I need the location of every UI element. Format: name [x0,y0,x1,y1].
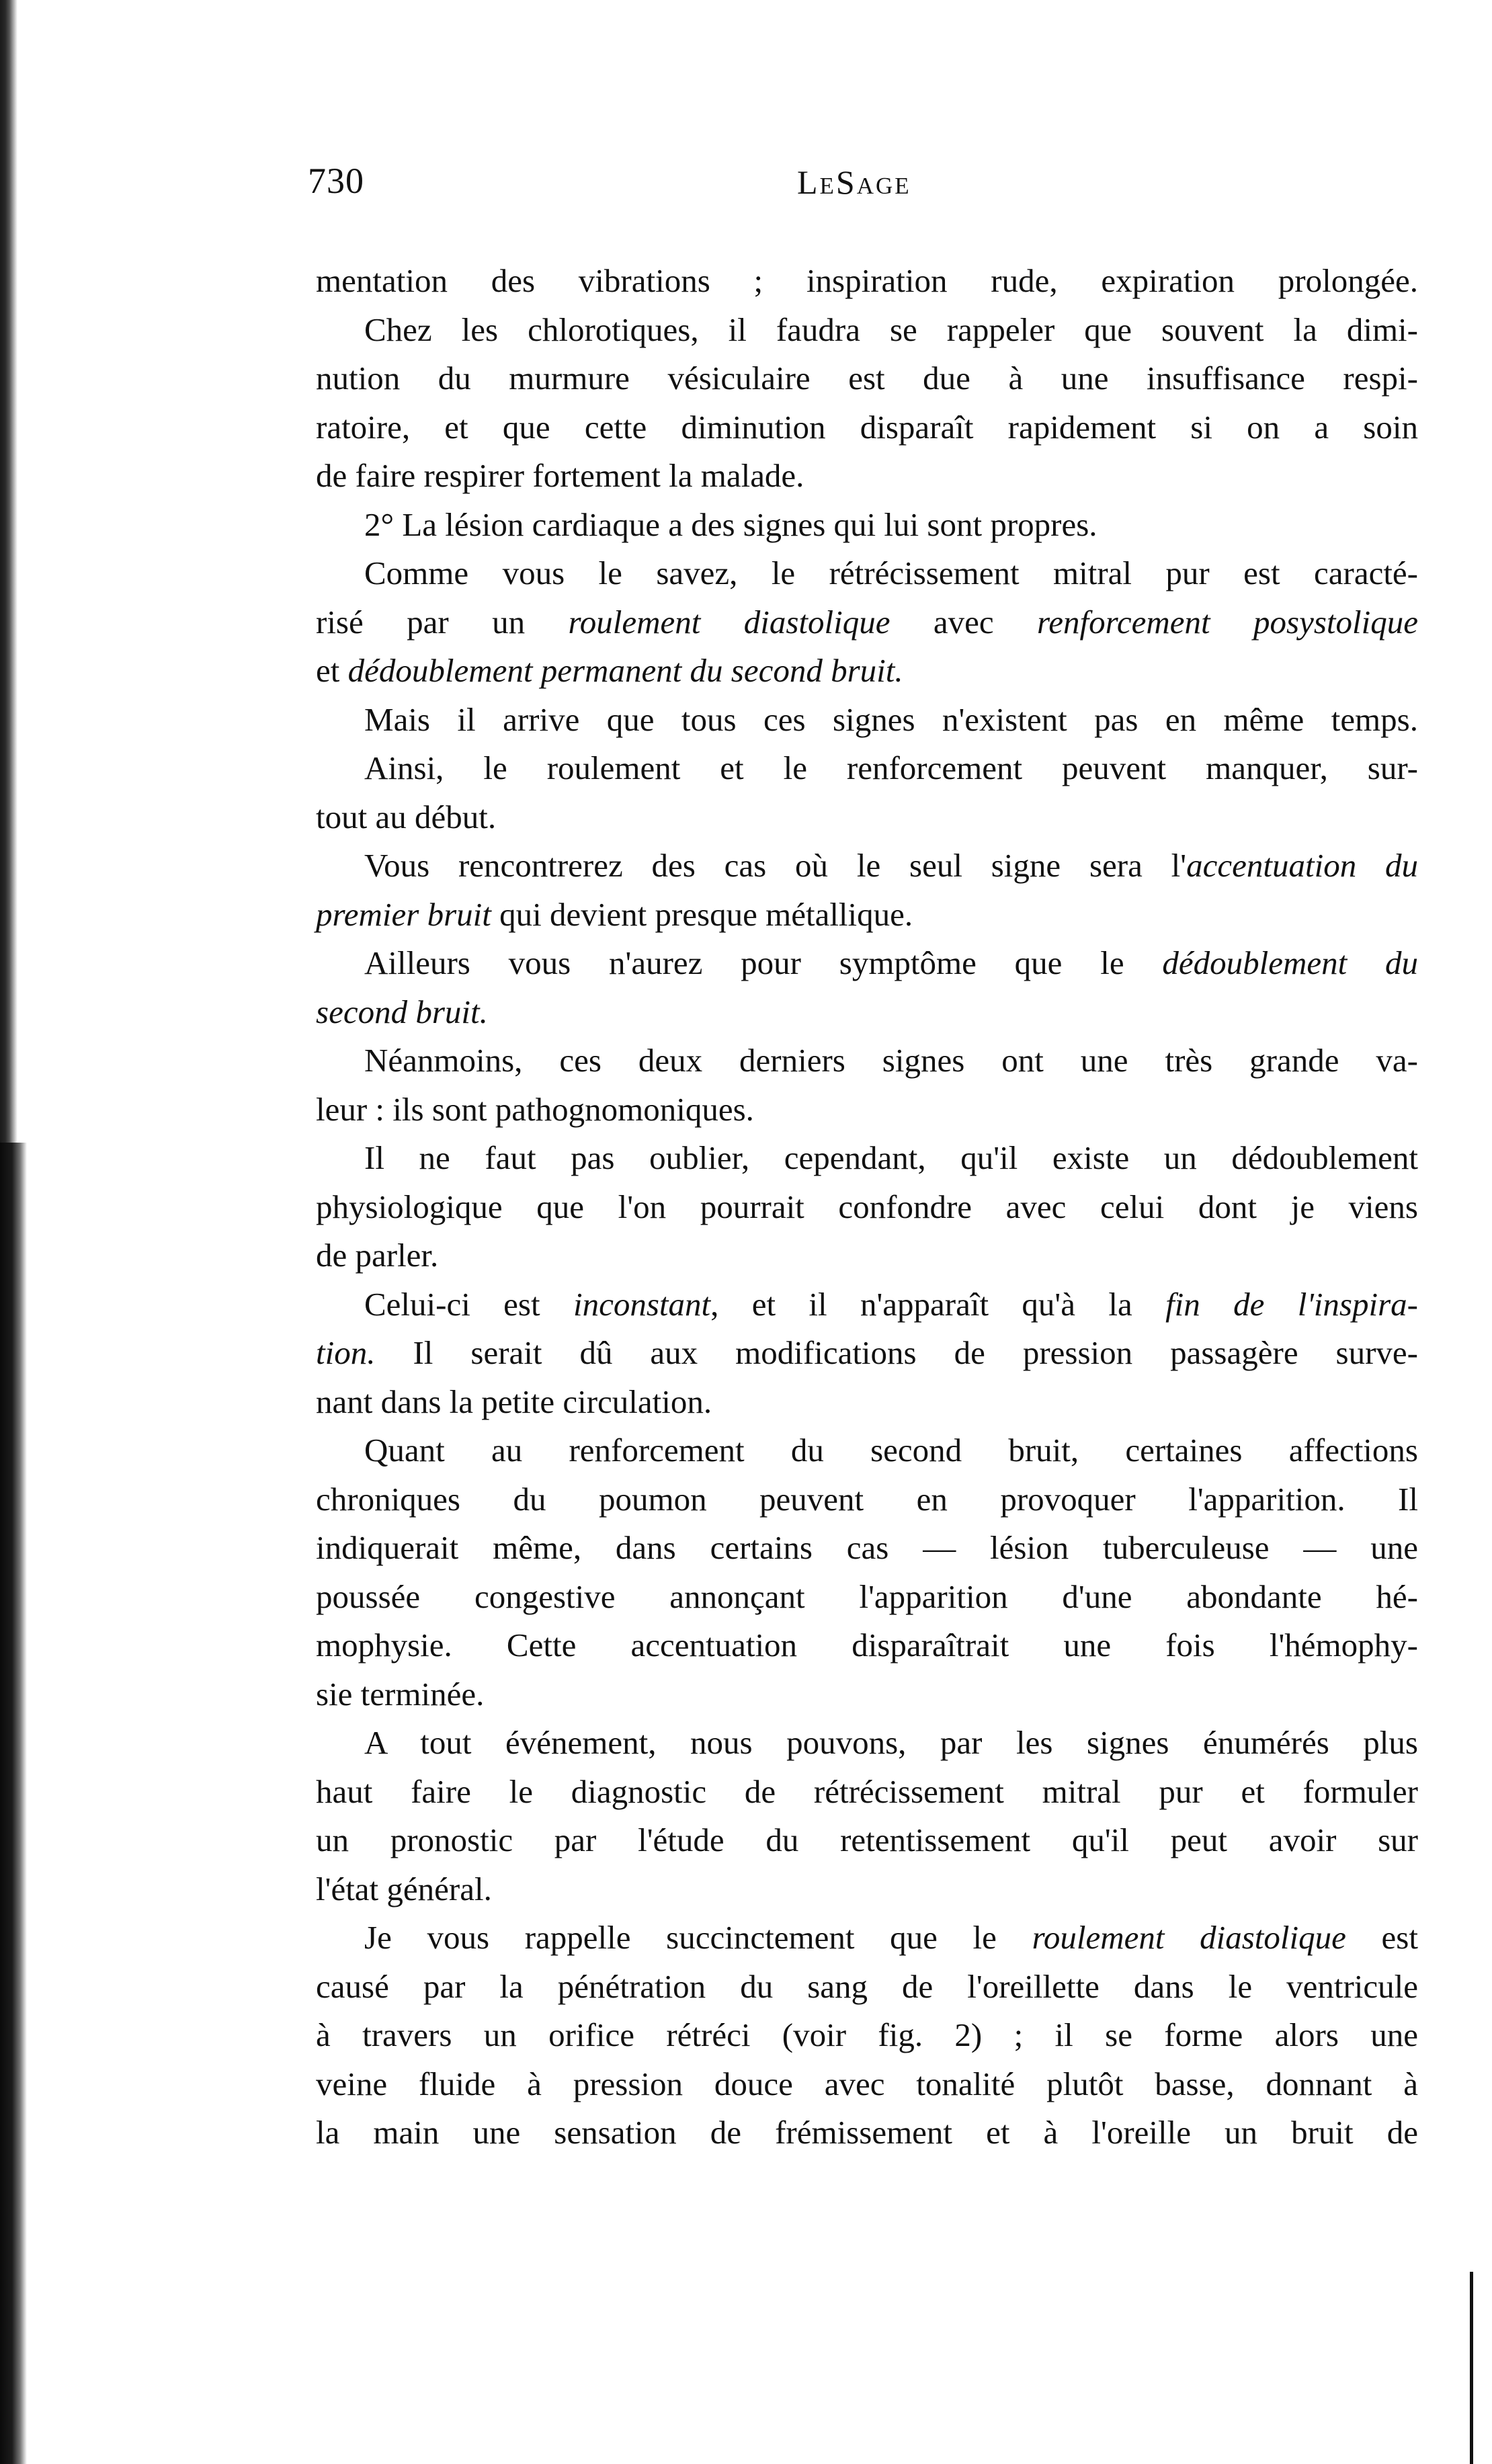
text-line: leur : ils sont pathognomoniques. [316,1090,754,1128]
text-line: de faire respirer fortement la malade. [316,457,804,494]
text-line: Néanmoins, ces deux derniers signes ont une très grande va- [364,1042,1418,1079]
text-span: Ailleurs vous n'aurez pour symptôme que le [364,944,1163,981]
running-head: LeSage [797,163,911,201]
italic-span: inconstant [573,1285,711,1323]
text-line: Mais il arrive que tous ces signes n'existent pas en même temps. [364,700,1418,738]
body-text [316,257,1418,2158]
text-line: nution du murmure vésiculaire est due à une insuffisance respi- [316,360,1418,397]
text-line: tout au début. [316,798,497,835]
text-span: , et il n'apparaît qu'à la [710,1285,1166,1323]
text-line [316,841,1418,891]
text-line [316,1329,1418,1378]
text-span: avec [890,603,1038,641]
text-line: veine fluide à pression douce avec tonalité plutôt basse, donnant à [316,2065,1418,2102]
text-line: un pronostic par l'étude du retentissement qu'il peut avoir sur [316,1821,1418,1858]
text-line: haut faire le diagnostic de rétrécissement mitral pur et formuler [316,1772,1418,1810]
text-line [316,939,1418,988]
text-line: Quant au renforcement du second bruit, certaines affections [364,1432,1418,1469]
text-line: causé par la pénétration du sang de l'oreillette dans le ventricule [316,1967,1418,2005]
italic-span: fin de l'inspira- [1165,1285,1418,1323]
text-line: Ainsi, le roulement et le renforcement peuvent manquer, sur- [364,749,1418,786]
scan-edge-right [1470,2272,1473,2464]
text-line: Chez les chlorotiques, il faudra se rappeler que souvent la dimi- [364,311,1418,348]
text-line: poussée congestive annonçant l'apparition d'une abondante hé- [316,1577,1418,1615]
text-line: ratoire, et que cette diminution disparaît rapidement si on a soin [316,408,1418,446]
italic-span: accentuation du [1186,847,1418,884]
text-line: mophysie. Cette accentuation disparaîtrait une fois l'hémophy- [316,1627,1418,1664]
text-line: l'état général. [316,1870,492,1907]
text-line: indiquerait même, dans certains cas — lésion tuberculeuse — une [316,1529,1418,1566]
text-line [316,598,1418,647]
text-line: la main une sensation de frémissement et à l'oreille un bruit de [316,2114,1418,2151]
text-line [316,891,1418,940]
text-line: nant dans la petite circulation. [316,1383,712,1420]
page-header [308,160,1410,207]
text-line: sie terminée. [316,1675,485,1713]
text-line: à travers un orifice rétréci (voir fig. 2) ; il se forme alors une [316,2016,1418,2053]
text-line: Comme vous le savez, le rétrécissement mitral pur est caracté- [364,555,1418,591]
italic-span: dédoublement permanent du second bruit. [347,652,903,689]
italic-span: dédoublement du [1162,944,1418,981]
text-span: risé par un [316,603,569,641]
text-span: qui devient presque métallique. [491,895,913,933]
text-line: A tout événement, nous pouvons, par les signes énumérés plus [364,1724,1418,1761]
italic-span: renforcement posystolique [1037,603,1418,641]
text-span: Il serait dû aux modifications de pression passagère surve- [375,1334,1418,1371]
text-span: et [316,652,348,689]
italic-span: roulement diastolique [568,603,890,641]
italic-span: roulement diastolique [1032,1919,1346,1956]
page-number: 730 [308,161,364,201]
italic-span: tion. [316,1334,376,1371]
text-line [316,1280,1418,1329]
text-line: physiologique que l'on pourrait confondre avec celui dont je viens [316,1188,1418,1225]
text-line [316,988,1418,1037]
text-line [316,647,1418,696]
text-line: Il ne faut pas oublier, cependant, qu'il existe un dédoublement [364,1139,1418,1176]
text-span: est [1345,1919,1418,1956]
text-line [316,1914,1418,1963]
text-span: Je vous rappelle succinctement que le [364,1919,1032,1956]
text-line: mentation des vibrations ; inspiration rude, expiration prolongée. [316,262,1418,299]
text-line: chroniques du poumon peuvent en provoquer l'apparition. Il [316,1480,1418,1518]
text-line: de parler. [316,1237,439,1274]
italic-span: second bruit. [316,993,488,1030]
scan-edge-left-binding [0,1143,27,2464]
text-line: 2° La lésion cardiaque a des signes qui lui sont propres. [364,505,1097,543]
italic-span: premier bruit [316,895,491,933]
text-span: Celui-ci est [364,1285,573,1323]
text-span: Vous rencontrerez des cas où le seul signe sera l' [364,847,1187,884]
